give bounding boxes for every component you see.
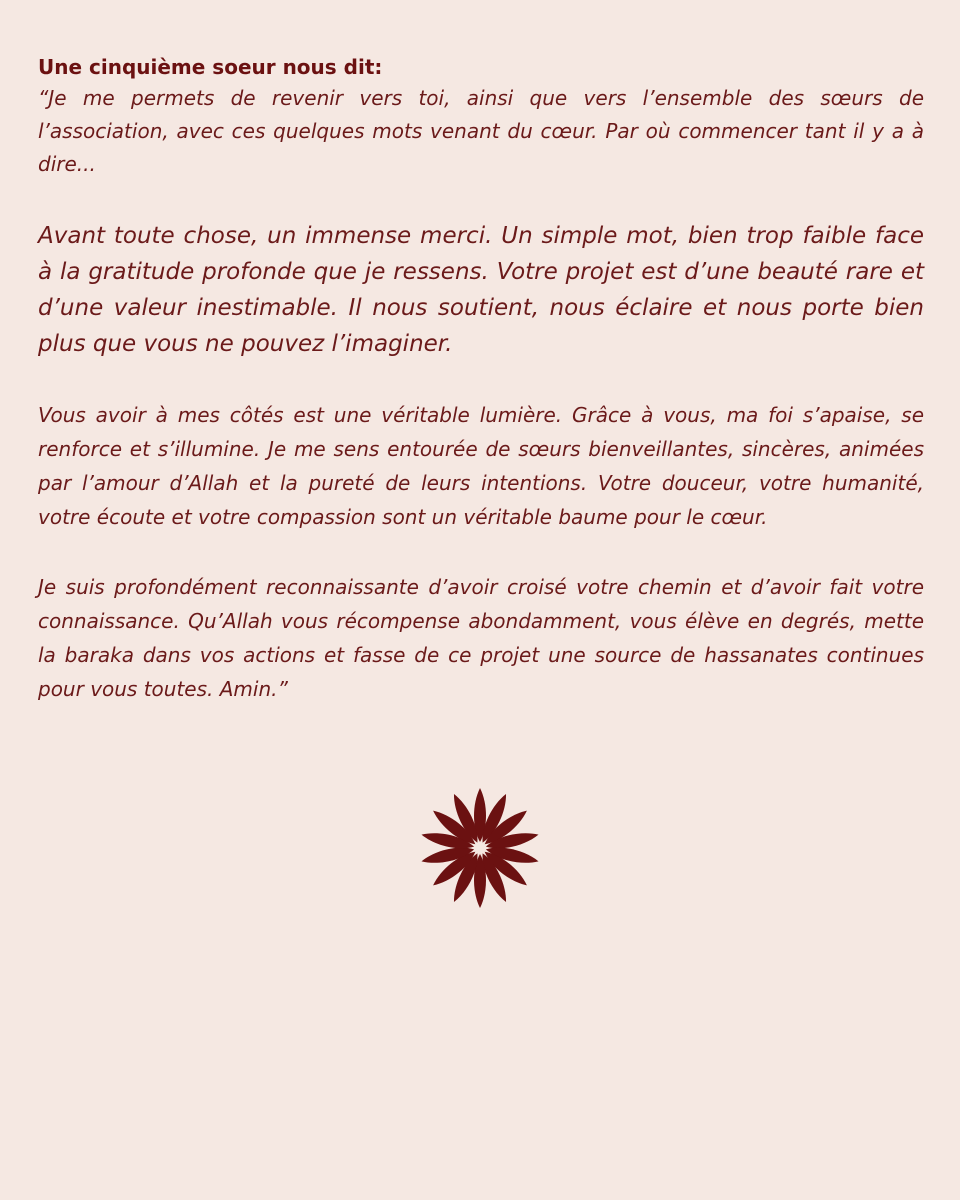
paragraph-thanks: Avant toute chose, un immense merci. Un simple mot, bien trop faible face à la gratitude profonde que je ressens. Votre projet est d’une beauté rare et d’une valeur inestimable. Il nous soutient, nous éclaire et nous porte bien plus que vous ne pouvez l’imaginer. — [38, 223, 924, 357]
testimonial-heading: Une cinquième soeur nous dit: — [38, 55, 383, 79]
paragraph-light: Vous avoir à mes côtés est une véritable lumière. Grâce à vous, ma foi s’apaise, se renforce et s’illumine. Je me sens entourée de sœurs bienveillantes, sincères, animées par l’amour d’Allah et la pureté de leurs intentions. Votre douceur, votre humanité, votre écoute et votre compassion sont un véritable baume pour le cœur. — [38, 403, 924, 529]
paragraph-gratitude: Je suis profondément reconnaissante d’avoir croisé votre chemin et d’avoir fait votre connaissance. Qu’Allah vous récompense abondamment, vous élève en degrés, mette la baraka dans vos actions et fasse de ce projet une source de hassanates continues pour vous toutes. Amin.” — [38, 575, 924, 701]
paragraph-intro: “Je me permets de revenir vers toi, ainsi que vers l’ensemble des sœurs de l’association, avec ces quelques mots venant du cœur. Par où commencer tant il y a à dire... — [38, 86, 924, 176]
flower-icon — [418, 786, 542, 910]
testimonial-content — [38, 52, 924, 706]
